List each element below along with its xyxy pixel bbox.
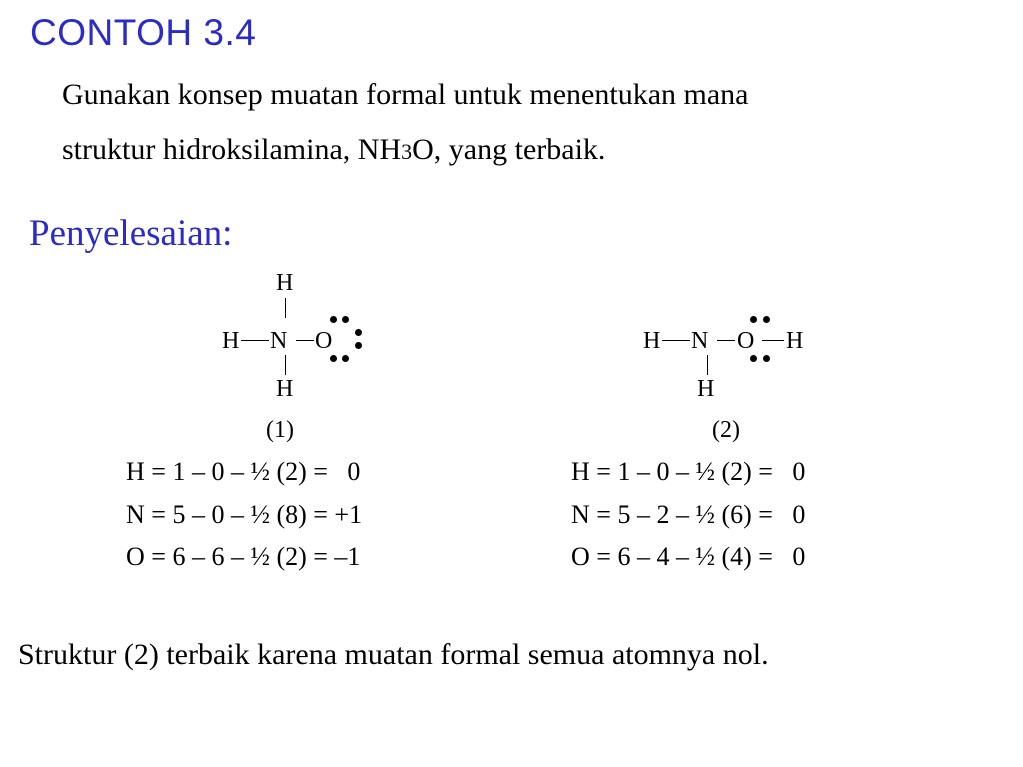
s2-bond-h-n bbox=[662, 340, 690, 341]
s2-label: (2) bbox=[712, 417, 740, 443]
s1-atom-n: N bbox=[270, 328, 288, 354]
s2-bond-n-h-bottom bbox=[707, 355, 708, 375]
question-line-1: Gunakan konsep muatan formal untuk menentukan mana bbox=[62, 78, 749, 111]
s2-bond-o-h bbox=[762, 340, 784, 341]
s1-bond-h-n bbox=[241, 340, 269, 341]
conclusion-text: Struktur (2) terbaik karena muatan formal semua atomnya nol. bbox=[18, 638, 769, 671]
s1-calc-o: O = 6 – 6 – ½ (2) = –1 bbox=[126, 542, 361, 571]
s2-calc-n: N = 5 – 2 – ½ (6) = 0 bbox=[571, 500, 806, 529]
s2-calc-o: O = 6 – 4 – ½ (4) = 0 bbox=[571, 542, 806, 571]
formula-subscript: 3 bbox=[401, 139, 413, 164]
solution-heading: Penyelesaian: bbox=[29, 213, 233, 254]
question-line-2-start: struktur hidroksilamina, NH bbox=[62, 133, 402, 166]
s1-calc-n: N = 5 – 0 – ½ (8) = +1 bbox=[126, 500, 363, 529]
question-line-2-end: O, yang terbaik. bbox=[412, 133, 606, 166]
s1-bond-n-o bbox=[296, 340, 314, 341]
s1-atom-o: O bbox=[315, 328, 333, 354]
s1-atom-h-left: H bbox=[222, 328, 240, 354]
s1-label: (1) bbox=[266, 417, 294, 443]
question-line-2 bbox=[62, 135, 605, 165]
s2-atom-n: N bbox=[691, 328, 709, 354]
s2-atom-h-bottom: H bbox=[697, 376, 715, 402]
s1-atom-h-bottom: H bbox=[276, 376, 294, 402]
s2-calc-h: H = 1 – 0 – ½ (2) = 0 bbox=[571, 457, 806, 486]
s2-atom-h-right: H bbox=[786, 328, 804, 354]
s1-atom-h-top: H bbox=[276, 270, 294, 296]
s1-bond-n-h-bottom bbox=[285, 355, 286, 375]
s1-bond-n-h-top bbox=[285, 298, 286, 318]
s2-atom-o: O bbox=[737, 328, 755, 354]
s2-atom-h-left: H bbox=[643, 328, 661, 354]
s2-bond-n-o bbox=[717, 340, 735, 341]
slide-title: CONTOH 3.4 bbox=[30, 12, 257, 53]
s1-calc-h: H = 1 – 0 – ½ (2) = 0 bbox=[126, 457, 361, 486]
